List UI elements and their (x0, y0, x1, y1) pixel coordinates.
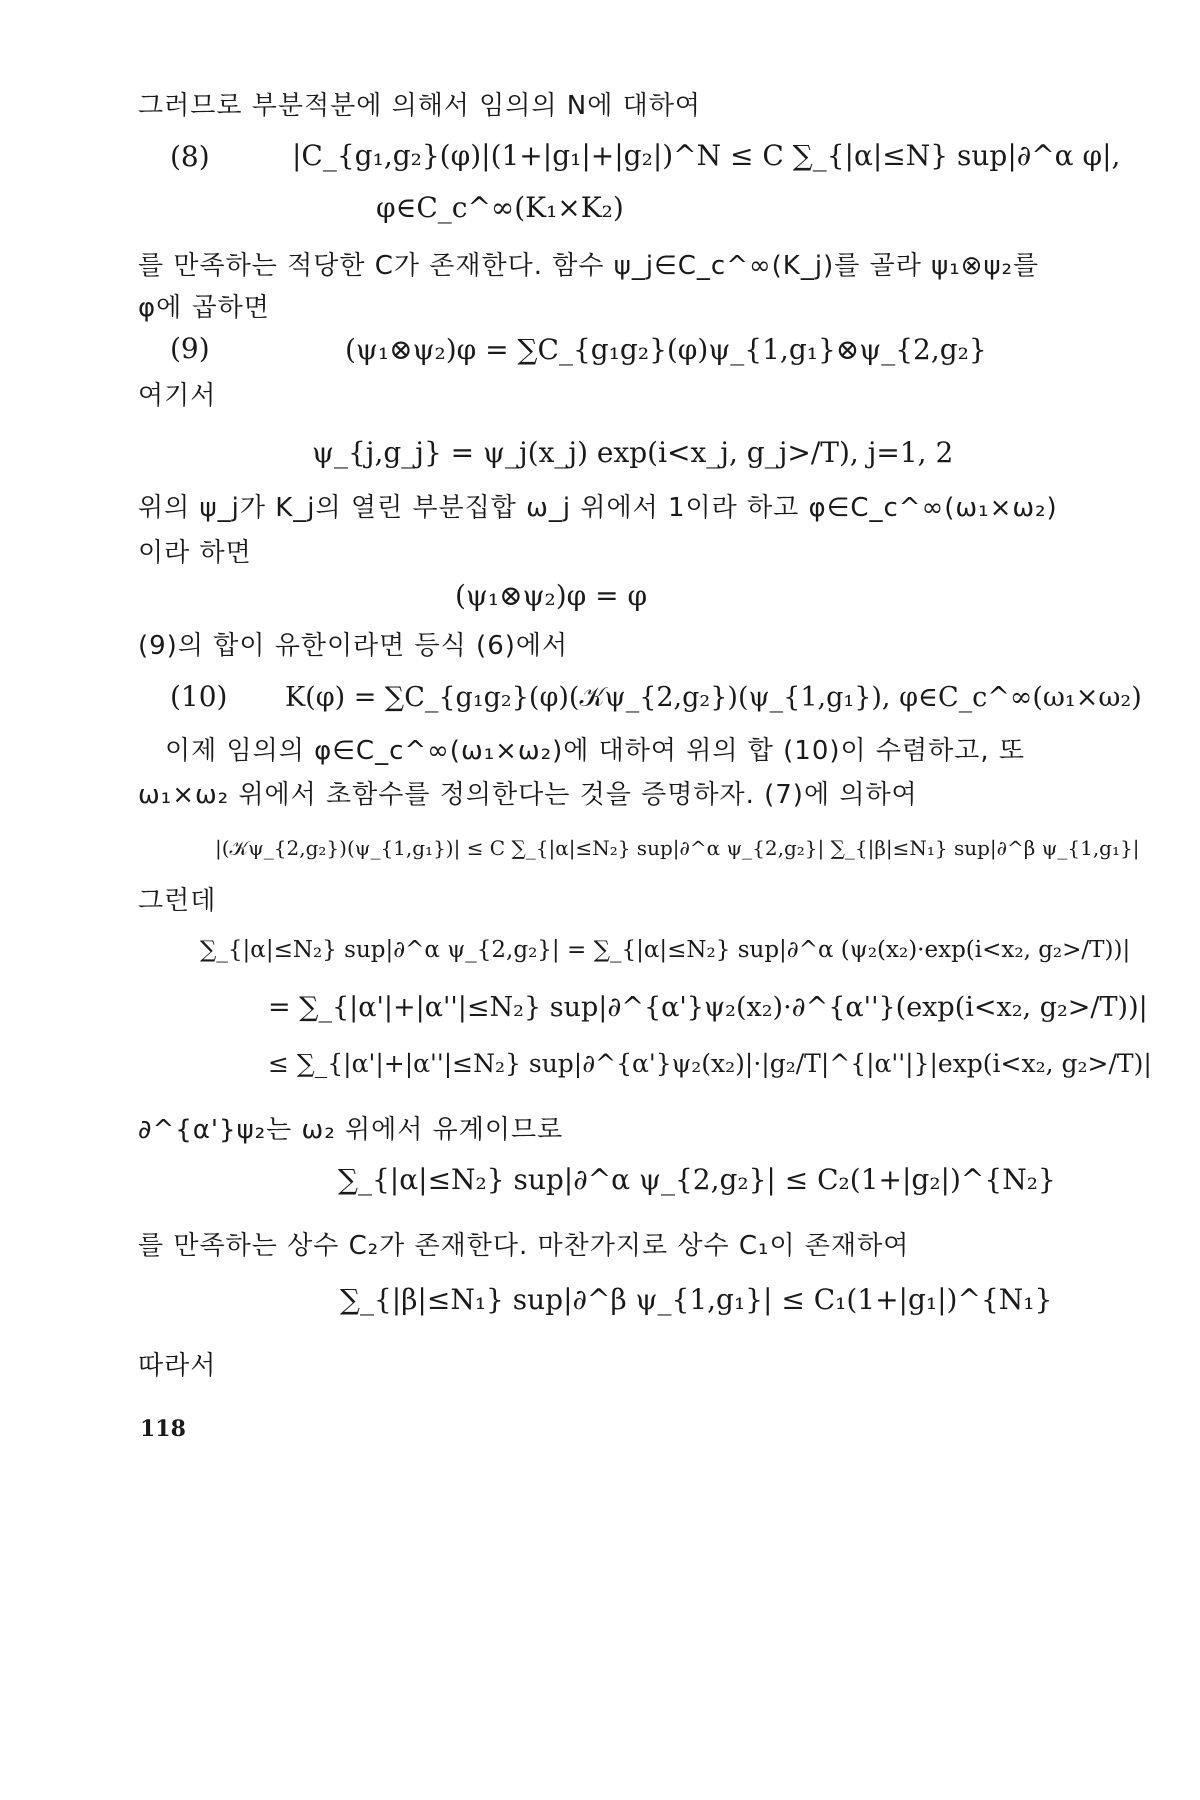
equation: ψ_{j,g_j} = ψ_j(x_j) exp(i<x_j, g_j>/T), j=1, 2 (312, 436, 954, 469)
text-line: 를 만족하는 적당한 C가 존재한다. 함수 ψ_j∈C_c^∞(K_j)를 골라 ψ₁⊗ψ₂를 (138, 251, 1040, 281)
text-line: ω₁×ω₂ 위에서 초함수를 정의한다는 것을 증명하자. (7)에 의하여 (138, 780, 918, 810)
equation: ∑_{|β|≤N₁} sup|∂^β ψ_{1,g₁}| ≤ C₁(1+|g₁|)^{N₁} (340, 1283, 1053, 1316)
text-line: 위의 ψ_j가 K_j의 열린 부분집합 ω_j 위에서 1이라 하고 φ∈C_c^∞(ω₁×ω₂) (138, 493, 1058, 523)
equation: φ∈C_c^∞(K₁×K₂) (376, 191, 624, 224)
text-line: 를 만족하는 상수 C₂가 존재한다. 마찬가지로 상수 C₁이 존재하여 (138, 1231, 910, 1261)
equation-label: (10) (170, 680, 228, 713)
equation-label: (8) (170, 140, 210, 173)
text-line: ∂^{α'}ψ₂는 ω₂ 위에서 유계이므로 (138, 1115, 564, 1145)
equation: K(φ) = ∑C_{g₁g₂}(φ)(𝒦ψ_{2,g₂})(ψ_{1,g₁}), φ∈C_c^∞(ω₁×ω₂) (285, 682, 1142, 713)
equation-label: (9) (170, 332, 210, 365)
equation: |(𝒦ψ_{2,g₂})(ψ_{1,g₁})| ≤ C ∑_{|α|≤N₂} sup|∂^α ψ_{2,g₂}| ∑_{|β|≤N₁} sup|∂^β ψ_{1,g₁}| (215, 836, 1140, 860)
text-line: 이제 임의의 φ∈C_c^∞(ω₁×ω₂)에 대하여 위의 합 (10)이 수렴하고, 또 (165, 736, 1025, 766)
text-line: 여기서 (138, 381, 217, 411)
equation: (ψ₁⊗ψ₂)φ = φ (455, 579, 648, 612)
equation: = ∑_{|α'|+|α''|≤N₂} sup|∂^{α'}ψ₂(x₂)·∂^{α''}(exp(i<x₂, g₂>/T))| (268, 992, 1148, 1023)
text-line: 그런데 (138, 886, 217, 916)
equation: ∑_{|α|≤N₂} sup|∂^α ψ_{2,g₂}| ≤ C₂(1+|g₂|)^{N₂} (338, 1163, 1056, 1196)
equation: ∑_{|α|≤N₂} sup|∂^α ψ_{2,g₂}| = ∑_{|α|≤N₂} sup|∂^α (ψ₂(x₂)·exp(i<x₂, g₂>/T))| (200, 937, 1131, 963)
text-line: 따라서 (138, 1351, 217, 1381)
equation: (ψ₁⊗ψ₂)φ = ∑C_{g₁g₂}(φ)ψ_{1,g₁}⊗ψ_{2,g₂} (345, 333, 987, 366)
equation: ≤ ∑_{|α'|+|α''|≤N₂} sup|∂^{α'}ψ₂(x₂)|·|g₂/T|^{|α''|}|exp(i<x₂, g₂>/T)| (268, 1049, 1152, 1078)
text-line: φ에 곱하면 (138, 293, 270, 323)
text-line: (9)의 합이 유한이라면 등식 (6)에서 (138, 631, 569, 661)
text-line: 그러므로 부분적분에 의해서 임의의 N에 대하여 (138, 91, 701, 121)
page-number: 118 (140, 1416, 186, 1442)
text-line: 이라 하면 (138, 538, 252, 568)
equation: |C_{g₁,g₂}(φ)|(1+|g₁|+|g₂|)^N ≤ C ∑_{|α|≤N} sup|∂^α φ|, (292, 139, 1121, 172)
